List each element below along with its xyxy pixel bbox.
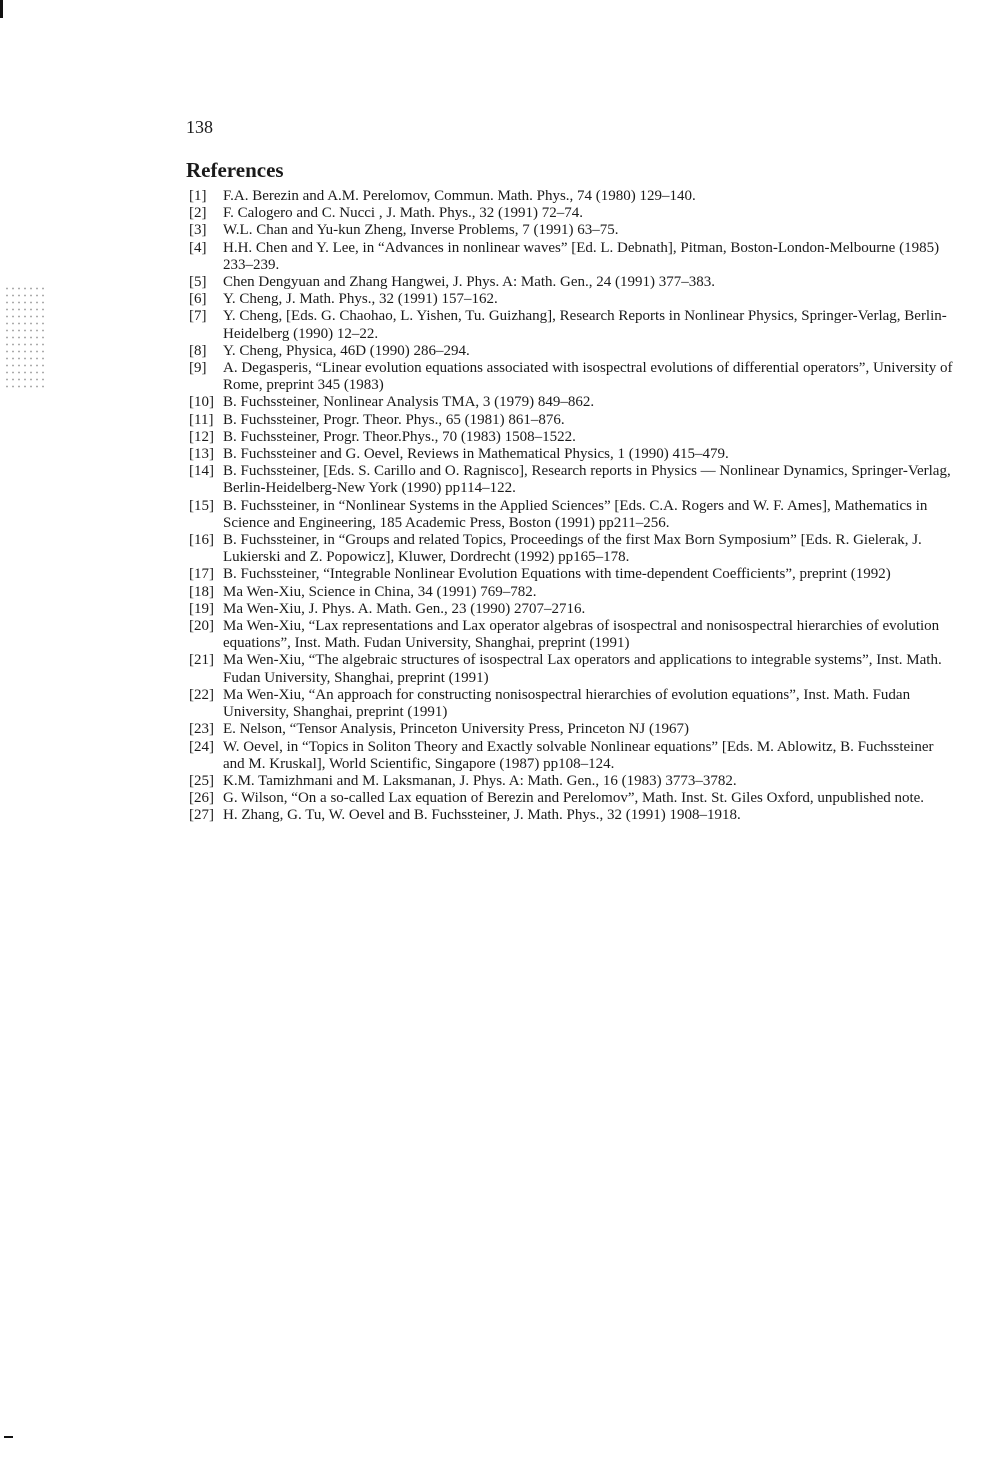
reference-text: H.H. Chen and Y. Lee, in “Advances in nonlinear waves” [Ed. L. Debnath], Pitman, Boston-London-Melbourne (1985) 233–239. xyxy=(223,239,940,273)
reference-item xyxy=(189,222,954,239)
reference-number: [17] xyxy=(189,566,214,583)
reference-number: [20] xyxy=(189,618,214,635)
reference-text: H. Zhang, G. Tu, W. Oevel and B. Fuchssteiner, J. Math. Phys., 32 (1991) 1908–1918. xyxy=(223,807,741,824)
reference-text: Y. Cheng, [Eds. G. Chaohao, L. Yishen, Tu. Guizhang], Research Reports in Nonlinear Physics, Springer-Verlag, Berlin-Heidelberg (1990) 12–22. xyxy=(223,308,947,342)
reference-item xyxy=(189,807,954,824)
reference-item xyxy=(189,240,954,274)
reference-number: [24] xyxy=(189,738,214,755)
reference-text: Y. Cheng, Physica, 46D (1990) 286–294. xyxy=(223,342,470,359)
reference-number: [23] xyxy=(189,721,214,738)
reference-item xyxy=(189,566,954,583)
reference-text: Ma Wen-Xiu, “An approach for constructing nonisospectral hierarchies of evolution equations”, Inst. Math. Fudan University, Shanghai, preprint (1991) xyxy=(223,686,911,721)
reference-text: A. Degasperis, “Linear evolution equations associated with isospectral evolutions of differential operators”, University of Rome, preprint 345 (1983) xyxy=(223,360,953,394)
reference-number: [11] xyxy=(189,411,214,428)
scan-edge-mark-bottom xyxy=(4,1436,13,1438)
reference-item xyxy=(189,739,954,773)
reference-number: [19] xyxy=(189,600,214,617)
reference-text: B. Fuchssteiner, in “Groups and related Topics, Proceedings of the first Max Born Symposium” [Eds. R. Gielerak, J. Lukierski and Z. Popowicz], Kluwer, Dordrecht (1992) pp165–178. xyxy=(223,532,922,566)
reference-item xyxy=(189,343,954,360)
reference-list xyxy=(189,188,954,825)
reference-number: [27] xyxy=(189,807,214,824)
reference-text: B. Fuchssteiner, Progr. Theor.Phys., 70 (1983) 1508–1522. xyxy=(223,428,576,445)
reference-number: [13] xyxy=(189,446,214,463)
reference-text: B. Fuchssteiner, in “Nonlinear Systems in the Applied Sciences” [Eds. C.A. Rogers and W. F. Ames], Mathematics in Science and Engineering, 185 Academic Press, Boston (1991) pp211–256. xyxy=(223,497,928,531)
reference-number: [12] xyxy=(189,428,214,445)
reference-item xyxy=(189,412,954,429)
reference-number: [16] xyxy=(189,532,214,549)
reference-text: B. Fuchssteiner, Progr. Theor. Phys., 65 (1981) 861–876. xyxy=(223,411,565,428)
reference-item xyxy=(189,188,954,205)
reference-item xyxy=(189,584,954,601)
reference-item xyxy=(189,790,954,807)
reference-item xyxy=(189,446,954,463)
reference-item xyxy=(189,687,954,721)
reference-number: [2] xyxy=(189,205,207,222)
reference-number: [26] xyxy=(189,790,214,807)
reference-item xyxy=(189,601,954,618)
reference-text: E. Nelson, “Tensor Analysis, Princeton University Press, Princeton NJ (1967) xyxy=(223,721,689,738)
reference-number: [6] xyxy=(189,291,207,308)
reference-item xyxy=(189,394,954,411)
reference-number: [7] xyxy=(189,308,207,325)
reference-item xyxy=(189,618,954,652)
page-number: 138 xyxy=(186,117,213,137)
reference-number: [10] xyxy=(189,394,214,411)
reference-number: [15] xyxy=(189,497,214,514)
reference-text: K.M. Tamizhmani and M. Laksmanan, J. Phys. A: Math. Gen., 16 (1983) 3773–3782. xyxy=(223,772,737,789)
reference-number: [8] xyxy=(189,342,207,359)
reference-number: [21] xyxy=(189,652,214,669)
reference-text: W.L. Chan and Yu-kun Zheng, Inverse Problems, 7 (1991) 63–75. xyxy=(223,222,619,239)
scan-noise-dots xyxy=(4,285,44,390)
reference-item xyxy=(189,773,954,790)
references-heading: References xyxy=(186,158,284,182)
reference-item xyxy=(189,721,954,738)
reference-item xyxy=(189,291,954,308)
reference-text: B. Fuchssteiner, Nonlinear Analysis TMA, 3 (1979) 849–862. xyxy=(223,394,595,411)
reference-item xyxy=(189,498,954,532)
reference-item xyxy=(189,463,954,497)
reference-text: Ma Wen-Xiu, “Lax representations and Lax operator algebras of isospectral and nonisospectral hierarchies of evolution equations”, Inst. Math. Fudan University, Shanghai, preprint (1991) xyxy=(223,618,940,652)
reference-number: [4] xyxy=(189,239,207,256)
reference-number: [14] xyxy=(189,463,214,480)
reference-item xyxy=(189,360,954,394)
reference-item xyxy=(189,652,954,686)
reference-text: F. Calogero and C. Nucci , J. Math. Phys., 32 (1991) 72–74. xyxy=(223,205,584,222)
reference-number: [5] xyxy=(189,274,207,291)
reference-item xyxy=(189,274,954,291)
reference-text: B. Fuchssteiner, “Integrable Nonlinear Evolution Equations with time-dependent Coefficients”, preprint (1992) xyxy=(223,566,891,583)
reference-text: B. Fuchssteiner and G. Oevel, Reviews in Mathematical Physics, 1 (1990) 415–479. xyxy=(223,446,729,463)
reference-text: Ma Wen-Xiu, Science in China, 34 (1991) 769–782. xyxy=(223,583,537,600)
reference-text: W. Oevel, in “Topics in Soliton Theory and Exactly solvable Nonlinear equations” [Eds. M. Ablowitz, B. Fuchssteiner and M. Kruskal], World Scientific, Singapore (1987) pp108–124. xyxy=(223,738,934,772)
reference-number: [3] xyxy=(189,222,207,239)
reference-text: Chen Dengyuan and Zhang Hangwei, J. Phys. A: Math. Gen., 24 (1991) 377–383. xyxy=(223,274,716,291)
reference-item xyxy=(189,429,954,446)
reference-number: [25] xyxy=(189,772,214,789)
reference-text: Ma Wen-Xiu, “The algebraic structures of isospectral Lax operators and applications to integrable systems”, Inst. Math. Fudan University, Shanghai, preprint (1991) xyxy=(223,652,942,686)
reference-text: F.A. Berezin and A.M. Perelomov, Commun. Math. Phys., 74 (1980) 129–140. xyxy=(223,188,696,204)
reference-number: [1] xyxy=(189,188,207,204)
reference-number: [9] xyxy=(189,360,207,377)
reference-number: [18] xyxy=(189,583,214,600)
scan-edge-mark xyxy=(0,0,3,18)
reference-item xyxy=(189,532,954,566)
reference-text: B. Fuchssteiner, [Eds. S. Carillo and O. Ragnisco], Research reports in Physics — Nonlinear Dynamics, Springer-Verlag, Berlin-Heidelberg-New York (1990) pp114–122. xyxy=(223,463,951,497)
reference-item xyxy=(189,205,954,222)
reference-number: [22] xyxy=(189,686,214,703)
reference-item xyxy=(189,308,954,342)
reference-text: G. Wilson, “On a so-called Lax equation of Berezin and Perelomov”, Math. Inst. St. Giles Oxford, unpublished note. xyxy=(223,790,925,807)
reference-text: Ma Wen-Xiu, J. Phys. A. Math. Gen., 23 (1990) 2707–2716. xyxy=(223,600,586,617)
reference-text: Y. Cheng, J. Math. Phys., 32 (1991) 157–162. xyxy=(223,291,498,308)
